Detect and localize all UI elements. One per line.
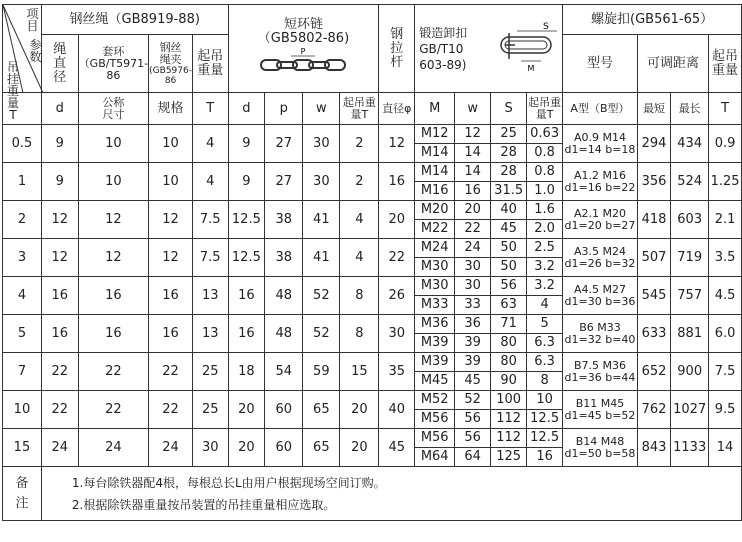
corner-header-cell [3,5,42,122]
model-dims: d1=45 b=52 [564,408,636,422]
cell-chain-w: 52 [303,315,340,353]
sub-spec: 规格 [149,93,193,125]
cell-turnbuckle-model [563,163,638,201]
cell-chain-lift: 15 [340,353,379,391]
cell-chain-w: 41 [303,201,340,239]
header-sleeve-ring: 套环（GB/T5971-86 [78,35,148,93]
cell-rope-diameter: 16 [41,277,78,315]
model-name: A0.9 M14 [573,130,626,144]
sub-shackle-M: M [415,93,455,125]
sub-chain-d: d [228,93,265,125]
cell-chain-lift: 2 [340,125,379,163]
cell-shackle-m: M22 [415,220,455,239]
sub-nominal: 公称尺寸 [78,93,148,125]
cell-chain-p: 27 [265,125,303,163]
cell-shackle-s: 71 [491,315,527,334]
cell-shackle-lift: 6.3 [527,334,563,353]
sub-T: T [192,93,228,125]
cell-shackle-lift: 12.5 [527,410,563,429]
cell-shortest: 356 [637,163,671,201]
cell-sleeve-ring: 12 [78,201,148,239]
cell-shackle-m: M12 [415,125,455,144]
sub-shackle-S: S [491,93,527,125]
header-rope-clamp: 钢丝绳夹 (GB5976-86 [149,35,193,93]
cell-rope-lift: 4 [192,125,228,163]
cell-longest: 1027 [671,391,709,429]
cell-shackle-m: M64 [415,448,455,467]
cell-shackle-w: 39 [455,334,491,353]
cell-chain-p: 38 [265,201,303,239]
cell-chain-d: 20 [228,429,265,467]
cell-shackle-lift: 8 [527,372,563,391]
cell-shackle-w: 33 [455,296,491,315]
cell-chain-w: 59 [303,353,340,391]
cell-turnbuckle-model [563,353,638,391]
cell-shortest: 545 [637,277,671,315]
sub-turnbuckle-T: T [709,93,742,125]
cell-rope-lift: 25 [192,353,228,391]
cell-rope-lift: 13 [192,315,228,353]
cell-rope-diameter: 9 [41,163,78,201]
cell-shackle-lift: 2.0 [527,220,563,239]
cell-rod-phi: 30 [379,315,415,353]
chain-pitch-label: P [301,46,306,56]
cell-shackle-m: M33 [415,296,455,315]
sub-chain-w: w [303,93,340,125]
cell-longest: 757 [671,277,709,315]
header-model: 型号 [563,35,638,93]
cell-chain-lift: 4 [340,201,379,239]
model-name: B6 M33 [579,320,621,334]
cell-rope-diameter: 24 [41,429,78,467]
model-name: B7.5 M36 [573,358,626,372]
cell-shackle-s: 25 [491,125,527,144]
table-row [3,201,742,220]
table-row [3,125,742,144]
model-dims: d1=32 b=40 [564,332,636,346]
shackle-s-label: S [543,21,549,32]
shackle-standard: 锻造卸扣 GB/T10 603-89) [419,25,468,72]
cell-chain-p: 60 [265,391,303,429]
cell-lift-weight: 10 [3,391,42,429]
cell-rod-phi: 35 [379,353,415,391]
cell-shackle-lift: 0.63 [527,125,563,144]
cell-shackle-s: 125 [491,448,527,467]
cell-rope-lift: 7.5 [192,239,228,277]
cell-shackle-m: M20 [415,201,455,220]
cell-chain-p: 54 [265,353,303,391]
cell-longest: 881 [671,315,709,353]
cell-shortest: 652 [637,353,671,391]
table-row [3,429,742,448]
cell-lift-weight: 15 [3,429,42,467]
cell-shackle-w: 52 [455,391,491,410]
cell-turnbuckle-T: 3.5 [709,239,742,277]
cell-chain-d: 18 [228,353,265,391]
cell-shackle-lift: 2.5 [527,239,563,258]
cell-shackle-m: M16 [415,182,455,201]
cell-chain-lift: 20 [340,429,379,467]
cell-lift-weight: 3 [3,239,42,277]
cell-shackle-s: 31.5 [491,182,527,201]
sub-d: d [41,93,78,125]
sub-shackle-lift: 起吊重量T [527,93,563,125]
corner-label-params: 参数 [29,38,42,64]
cell-turnbuckle-model [563,429,638,467]
note-2: 2.根据除铁器重量按吊装置的吊挂重量相应选取。 [71,497,336,512]
header-turnbuckle-lift: 起吊重量 [709,35,742,93]
model-name: A1.2 M16 [573,168,626,182]
header-steel-rod: 钢拉杆 [379,5,415,93]
cell-shortest: 843 [637,429,671,467]
model-name: B11 M45 [575,396,625,410]
chain-title: 短环链 [283,16,323,32]
cell-chain-lift: 20 [340,391,379,429]
cell-shackle-w: 24 [455,239,491,258]
sub-shackle-w: w [455,93,491,125]
cell-rope-diameter: 12 [41,201,78,239]
cell-chain-p: 48 [265,277,303,315]
cell-chain-w: 30 [303,163,340,201]
cell-shortest: 633 [637,315,671,353]
cell-turnbuckle-T: 9.5 [709,391,742,429]
cell-rope-clamp: 16 [149,277,193,315]
cell-chain-p: 27 [265,163,303,201]
table-row [3,391,742,410]
cell-shackle-s: 90 [491,372,527,391]
cell-rope-diameter: 12 [41,239,78,277]
table-row [3,277,742,296]
cell-chain-w: 65 [303,391,340,429]
cell-lift-weight: 7 [3,353,42,391]
table-row [3,353,742,372]
model-dims: d1=14 b=18 [564,142,636,156]
corner-label-lift-weight: 吊挂重量T [6,60,19,122]
cell-shortest: 762 [637,391,671,429]
cell-rod-phi: 26 [379,277,415,315]
cell-shackle-s: 50 [491,239,527,258]
cell-shackle-m: M52 [415,391,455,410]
cell-rope-lift: 13 [192,277,228,315]
shackle-diagram [491,19,561,79]
cell-chain-d: 9 [228,125,265,163]
cell-turnbuckle-model [563,239,638,277]
header-turnbuckle: 螺旋扣(GB561-65） [563,5,742,35]
model-dims: d1=36 b=44 [564,370,636,384]
cell-chain-lift: 2 [340,163,379,201]
cell-rope-clamp: 16 [149,315,193,353]
cell-longest: 719 [671,239,709,277]
sub-shortest: 最短 [637,93,671,125]
cell-turnbuckle-T: 14 [709,429,742,467]
cell-turnbuckle-T: 4.5 [709,277,742,315]
cell-shackle-s: 28 [491,163,527,182]
cell-shackle-s: 112 [491,410,527,429]
cell-shackle-lift: 16 [527,448,563,467]
cell-shackle-w: 45 [455,372,491,391]
cell-rope-clamp: 12 [149,239,193,277]
model-dims: d1=30 b=36 [564,294,636,308]
cell-shortest: 294 [637,125,671,163]
cell-shackle-lift: 6.3 [527,353,563,372]
sub-rod-phi: 直径φ [379,93,415,125]
cell-turnbuckle-T: 7.5 [709,353,742,391]
sub-chain-lift: 起吊重量T [340,93,379,125]
cell-shortest: 507 [637,239,671,277]
cell-chain-d: 16 [228,277,265,315]
cell-rod-phi: 40 [379,391,415,429]
cell-shackle-s: 40 [491,201,527,220]
cell-turnbuckle-T: 2.1 [709,201,742,239]
cell-turnbuckle-model [563,315,638,353]
cell-turnbuckle-model [563,201,638,239]
cell-chain-d: 12.5 [228,201,265,239]
chain-diagram [253,46,353,76]
cell-sleeve-ring: 10 [78,163,148,201]
cell-rope-lift: 7.5 [192,201,228,239]
cell-rope-clamp: 10 [149,125,193,163]
header-lift-weight: 起吊重量 [192,35,228,93]
cell-turnbuckle-model [563,125,638,163]
cell-shackle-m: M45 [415,372,455,391]
cell-rope-clamp: 10 [149,163,193,201]
cell-turnbuckle-model [563,391,638,429]
cell-shackle-m: M56 [415,410,455,429]
cell-shortest: 418 [637,201,671,239]
notes-label-cell: 备注 [3,467,42,521]
cell-longest: 434 [671,125,709,163]
header-wire-rope: 钢丝绳（GB8919-88) [41,5,228,35]
cell-longest: 1133 [671,429,709,467]
cell-chain-w: 52 [303,277,340,315]
model-name: A2.1 M20 [573,206,626,220]
cell-lift-weight: 0.5 [3,125,42,163]
cell-chain-w: 65 [303,429,340,467]
cell-chain-lift: 4 [340,239,379,277]
cell-rope-clamp: 24 [149,429,193,467]
cell-rod-phi: 16 [379,163,415,201]
chain-standard: （GB5802-86) [257,30,350,46]
cell-chain-w: 30 [303,125,340,163]
cell-rope-diameter: 16 [41,315,78,353]
cell-shackle-m: M39 [415,353,455,372]
cell-rope-lift: 4 [192,163,228,201]
cell-shackle-w: 14 [455,163,491,182]
cell-shackle-w: 16 [455,182,491,201]
cell-rope-diameter: 9 [41,125,78,163]
table-row [3,239,742,258]
cell-shackle-lift: 3.2 [527,258,563,277]
cell-shackle-w: 14 [455,144,491,163]
cell-chain-d: 20 [228,391,265,429]
cell-rope-lift: 30 [192,429,228,467]
cell-shackle-lift: 1.6 [527,201,563,220]
cell-shackle-s: 56 [491,277,527,296]
cell-shackle-s: 100 [491,391,527,410]
header-shackle [415,5,563,93]
cell-shackle-m: M30 [415,277,455,296]
cell-shackle-m: M36 [415,315,455,334]
cell-sleeve-ring: 22 [78,391,148,429]
cell-rope-clamp: 22 [149,353,193,391]
cell-sleeve-ring: 16 [78,277,148,315]
cell-lift-weight: 2 [3,201,42,239]
table-row [3,315,742,334]
cell-shackle-lift: 10 [527,391,563,410]
cell-shackle-w: 56 [455,410,491,429]
notes-cell [41,467,741,521]
cell-longest: 603 [671,201,709,239]
cell-shackle-w: 22 [455,220,491,239]
cell-turnbuckle-T: 0.9 [709,125,742,163]
header-adjustable-distance: 可调距离 [637,35,708,93]
cell-shackle-w: 64 [455,448,491,467]
model-name: B14 M48 [575,434,625,448]
cell-chain-p: 38 [265,239,303,277]
cell-shackle-s: 80 [491,353,527,372]
cell-shackle-s: 45 [491,220,527,239]
cell-shackle-w: 30 [455,277,491,296]
cell-shackle-m: M39 [415,334,455,353]
cell-chain-w: 41 [303,239,340,277]
cell-shackle-s: 28 [491,144,527,163]
shackle-m-label: M [527,63,535,73]
cell-sleeve-ring: 10 [78,125,148,163]
cell-rod-phi: 12 [379,125,415,163]
cell-shackle-w: 36 [455,315,491,334]
cell-shackle-w: 12 [455,125,491,144]
cell-sleeve-ring: 12 [78,239,148,277]
cell-rope-diameter: 22 [41,353,78,391]
cell-longest: 524 [671,163,709,201]
cell-rod-phi: 45 [379,429,415,467]
model-dims: d1=20 b=27 [564,218,636,232]
cell-rope-diameter: 22 [41,391,78,429]
sub-longest: 最长 [671,93,709,125]
cell-chain-lift: 8 [340,315,379,353]
cell-shackle-w: 20 [455,201,491,220]
model-dims: d1=16 b=22 [564,180,636,194]
model-name: A3.5 M24 [573,244,626,258]
cell-sleeve-ring: 16 [78,315,148,353]
model-dims: d1=26 b=32 [564,256,636,270]
sub-chain-p: p [265,93,303,125]
cell-chain-d: 12.5 [228,239,265,277]
cell-chain-d: 9 [228,163,265,201]
cell-chain-d: 16 [228,315,265,353]
cell-sleeve-ring: 24 [78,429,148,467]
cell-shackle-m: M30 [415,258,455,277]
cell-shackle-w: 56 [455,429,491,448]
cell-shackle-lift: 3.2 [527,277,563,296]
spec-table [2,4,742,521]
cell-shackle-lift: 1.0 [527,182,563,201]
cell-shackle-s: 112 [491,429,527,448]
cell-shackle-m: M14 [415,144,455,163]
cell-sleeve-ring: 22 [78,353,148,391]
cell-lift-weight: 4 [3,277,42,315]
corner-label-project: 项目 [26,7,39,33]
cell-chain-p: 60 [265,429,303,467]
cell-shackle-m: M14 [415,163,455,182]
cell-longest: 900 [671,353,709,391]
cell-lift-weight: 1 [3,163,42,201]
header-rope-diameter: 绳直径 [41,35,78,93]
cell-rope-lift: 25 [192,391,228,429]
cell-chain-lift: 8 [340,277,379,315]
cell-shackle-m: M24 [415,239,455,258]
cell-shackle-s: 80 [491,334,527,353]
cell-rod-phi: 20 [379,201,415,239]
cell-shackle-lift: 0.8 [527,144,563,163]
cell-shackle-w: 39 [455,353,491,372]
cell-shackle-w: 30 [455,258,491,277]
cell-rope-clamp: 22 [149,391,193,429]
cell-shackle-s: 63 [491,296,527,315]
cell-turnbuckle-T: 6.0 [709,315,742,353]
cell-chain-p: 48 [265,315,303,353]
cell-shackle-lift: 0.8 [527,163,563,182]
cell-shackle-lift: 4 [527,296,563,315]
cell-lift-weight: 5 [3,315,42,353]
header-short-chain [228,5,379,93]
table-row [3,163,742,182]
sub-ab-type: A型（B型） [563,93,638,125]
cell-rod-phi: 22 [379,239,415,277]
cell-turnbuckle-T: 1.25 [709,163,742,201]
cell-shackle-s: 50 [491,258,527,277]
cell-shackle-lift: 5 [527,315,563,334]
cell-shackle-lift: 12.5 [527,429,563,448]
model-name: A4.5 M27 [573,282,626,296]
note-1: 1.每台除铁器配4根，每根总长L由用户根据现场空间订购。 [71,475,386,490]
model-dims: d1=50 b=58 [564,446,636,460]
cell-turnbuckle-model [563,277,638,315]
cell-shackle-m: M56 [415,429,455,448]
cell-rope-clamp: 12 [149,201,193,239]
